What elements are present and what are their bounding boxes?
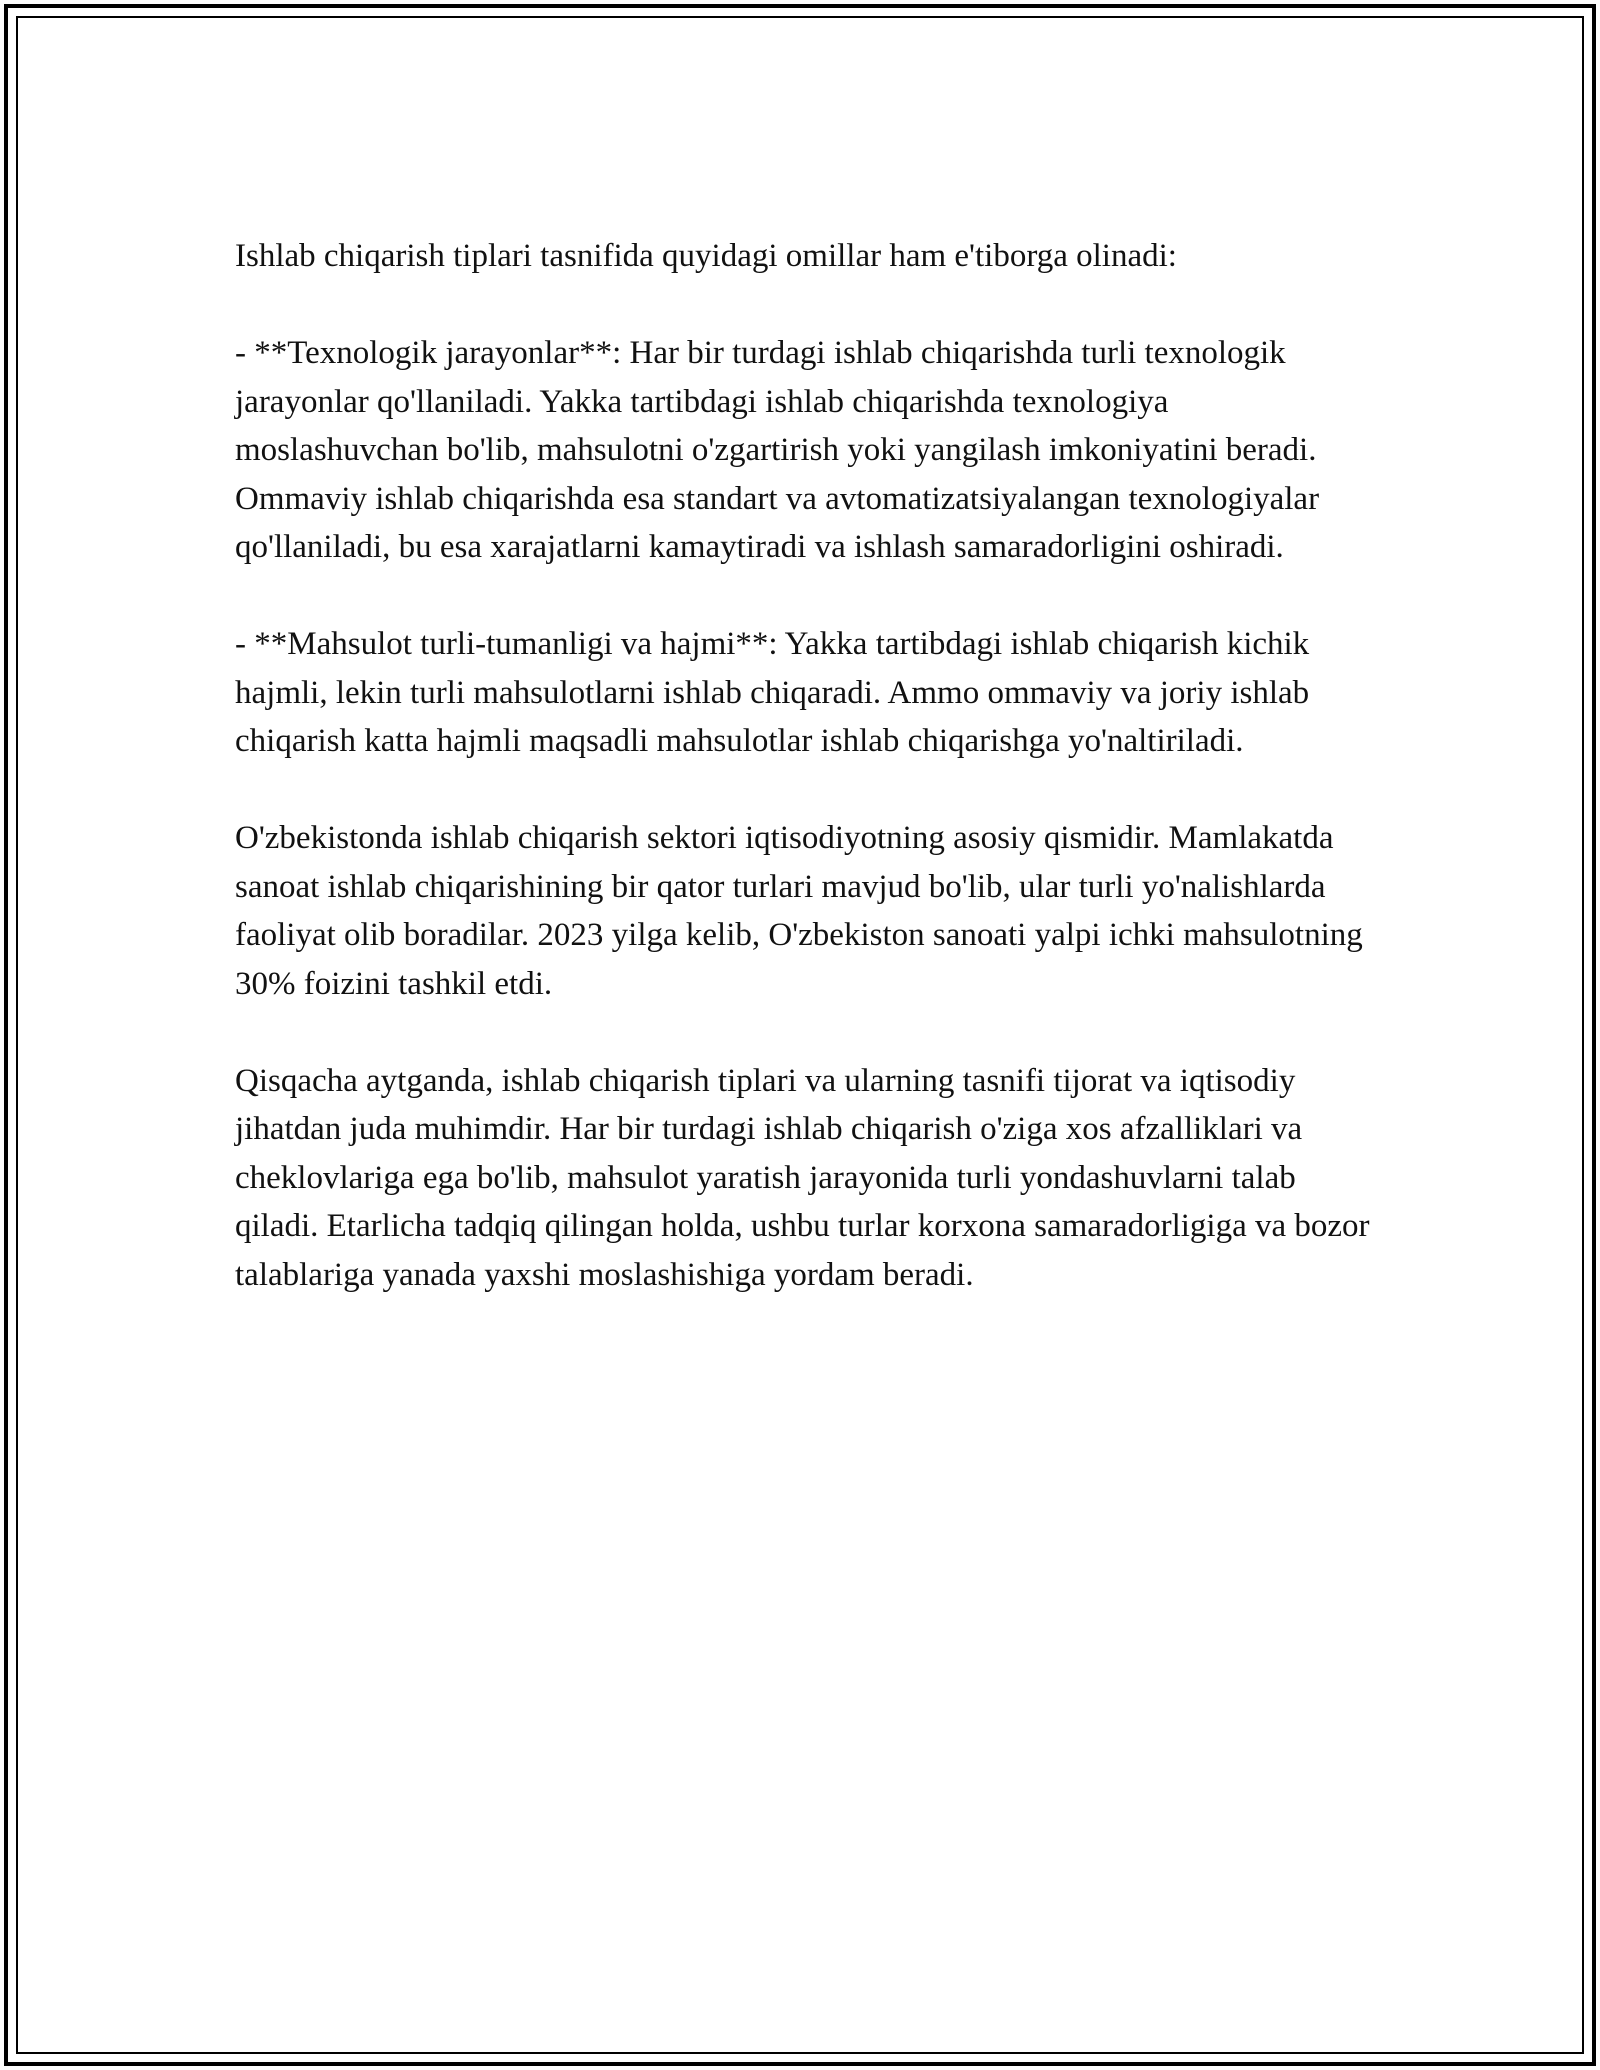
document-body xyxy=(235,232,1375,1348)
paragraph-product-variety-volume: - **Mahsulot turli-tumanligi va hajmi**: Yakka tartibdagi ishlab chiqarish kichik hajmli, lekin turli mahsulotlarni ishlab chiqaradi. Ammo ommaviy va joriy ishlab chiqarish katta hajmli maqsadli mahsulotlar ishlab chiqarishga yo'naltiriladi. xyxy=(235,626,1310,759)
paragraph-conclusion: Qisqacha aytganda, ishlab chiqarish tiplari va ularning tasnifi tijorat va iqtisodiy jihatdan juda muhimdir. Har bir turdagi ishlab chiqarish o'ziga xos afzalliklari va cheklovlariga ega bo'lib, mahsulot yaratish jarayonida turli yondashuvlarni talab qiladi. Etarlicha tadqiq qilingan holda, ushbu turlar korxona samaradorligiga va bozor talablariga yanada yaxshi moslashishiga yordam beradi. xyxy=(235,1062,1370,1293)
paragraph-technological-processes: - **Texnologik jarayonlar**: Har bir turdagi ishlab chiqarishda turli texnologik jarayonlar qo'llaniladi. Yakka tartibdagi ishlab chiqarishda texnologiya moslashuvchan bo'lib, mahsulotni o'zgartirish yoki yangilash imkoniyatini beradi. Ommaviy ishlab chiqarishda esa standart va avtomatizatsiyalangan texnologiyalar qo'llaniladi, bu esa xarajatlarni kamaytiradi va ishlash samaradorligini oshiradi. xyxy=(235,335,1320,565)
paragraph-uzbekistan-sector: O'zbekistonda ishlab chiqarish sektori iqtisodiyotning asosiy qismidir. Mamlakatda sanoat ishlab chiqarishining bir qator turlari mavjud bo'lib, ular turli yo'nalishlarda faoliyat olib boradilar. 2023 yilga kelib, O'zbekiston sanoati yalpi ichki mahsulotning 30% foizini tashkil etdi. xyxy=(235,820,1363,1002)
paragraph-intro: Ishlab chiqarish tiplari tasnifida quyidagi omillar ham e'tiborga olinadi: xyxy=(235,238,1177,274)
